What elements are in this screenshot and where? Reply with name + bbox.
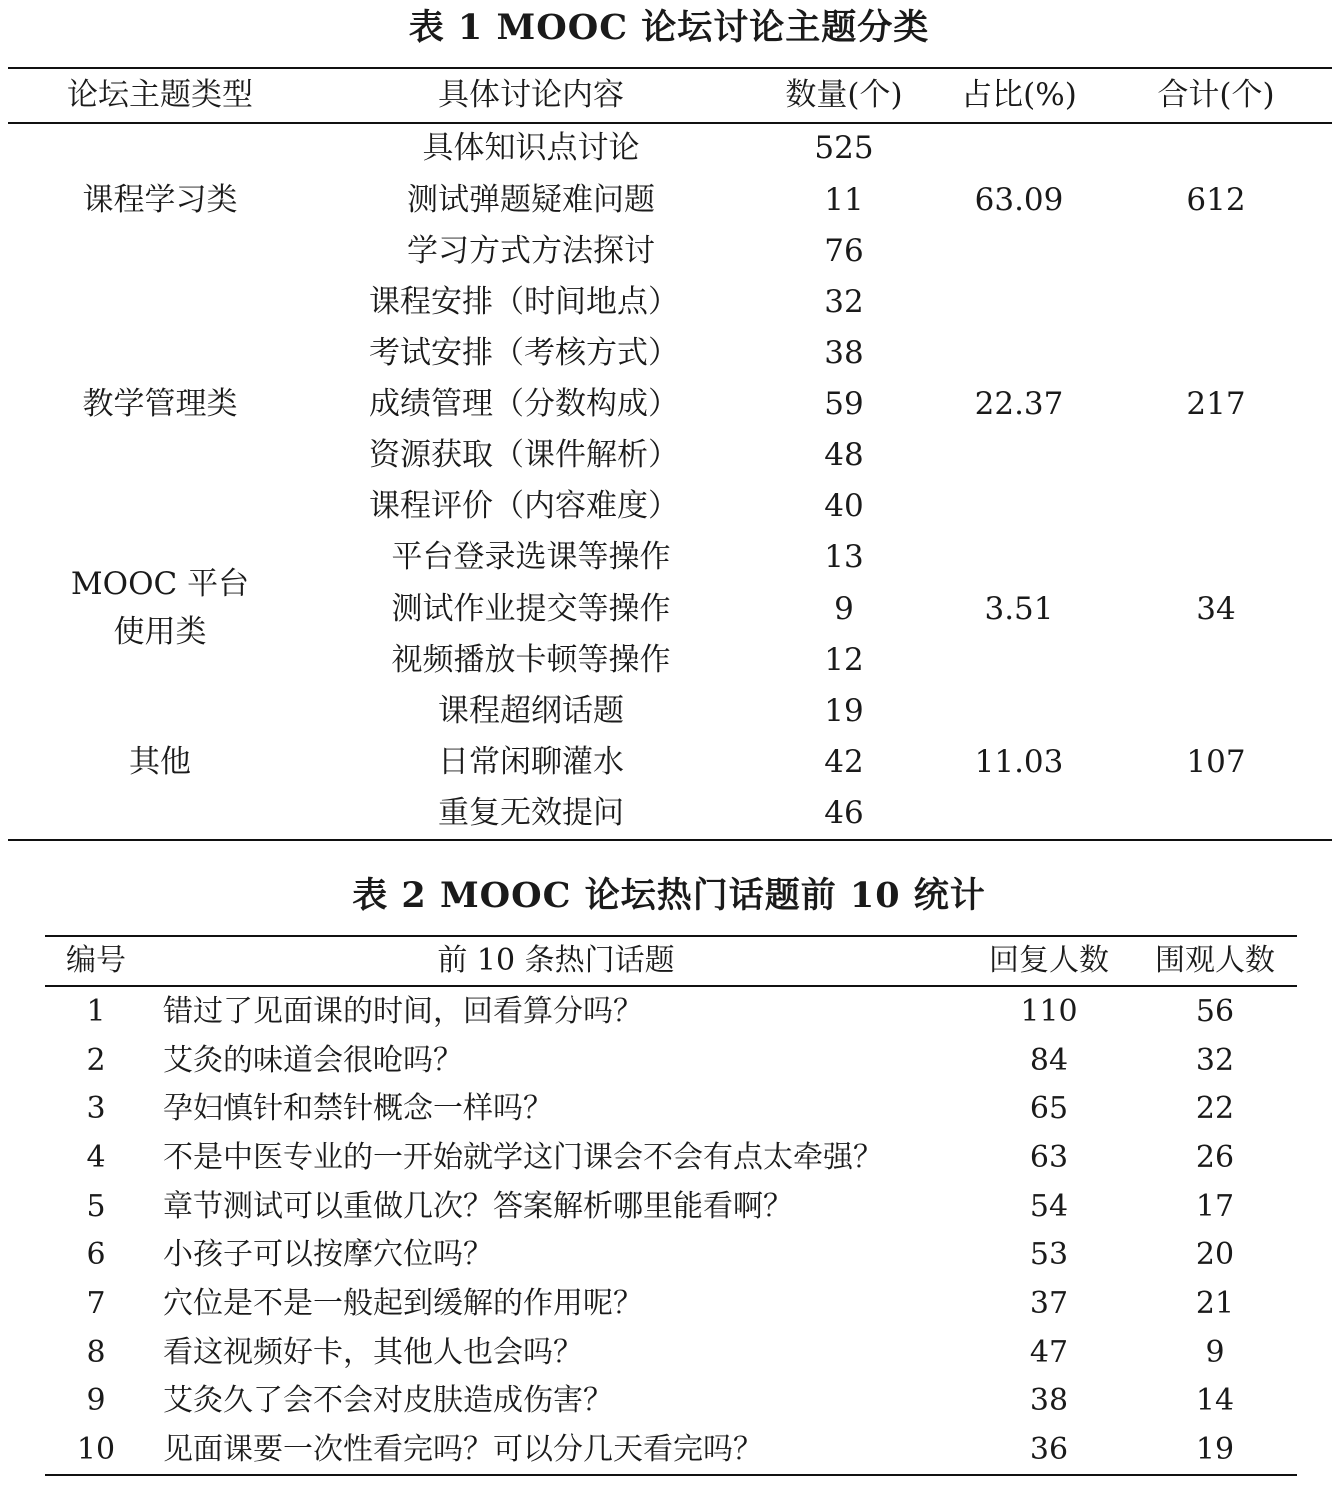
table1-item-content: 成绩管理（分数构成） <box>369 386 679 422</box>
table2-row-no: 3 <box>86 1091 106 1126</box>
table1-group-percent: 3.51 <box>984 591 1054 627</box>
table1-group-total: 34 <box>1196 591 1236 627</box>
table1-group-percent: 63.09 <box>974 182 1064 218</box>
table2-header-views: 围观人数 <box>1155 943 1275 978</box>
table1-header-type: 论坛主题类型 <box>67 77 253 113</box>
table2-row-replies: 110 <box>1020 994 1078 1029</box>
table1-item-count: 40 <box>824 488 864 524</box>
table1-item-content: 课程安排（时间地点） <box>369 284 679 320</box>
table1-item-content: 测试弹题疑难问题 <box>407 182 655 218</box>
table2-row-views: 32 <box>1195 1043 1235 1078</box>
table1-group-type: 教学管理类 <box>82 386 238 422</box>
table1-item-count: 9 <box>834 591 854 627</box>
table1-item-content: 具体知识点讨论 <box>422 130 640 166</box>
table2-row-replies: 65 <box>1029 1091 1069 1126</box>
table1-item-content: 资源获取（课件解析） <box>369 437 679 473</box>
table1-group-total: 217 <box>1186 386 1246 422</box>
table1-item-count: 19 <box>824 693 864 729</box>
table1-item-count: 32 <box>824 284 864 320</box>
table2-row-no: 8 <box>86 1335 106 1370</box>
table1-group-type <box>71 560 249 656</box>
table2-header-no: 编号 <box>66 943 126 978</box>
table1-item-content: 测试作业提交等操作 <box>391 591 671 627</box>
table1-header-content: 具体讨论内容 <box>438 77 624 113</box>
table2-row-no: 6 <box>86 1237 106 1272</box>
table2-row-no: 9 <box>86 1383 106 1418</box>
table2-row-views: 19 <box>1195 1432 1235 1467</box>
table1-item-count: 59 <box>824 386 864 422</box>
table2-row-topic: 艾灸久了会不会对皮肤造成伤害？ <box>163 1383 613 1418</box>
table1-item-content: 日常闲聊灌水 <box>438 744 624 780</box>
table2-row-no: 7 <box>86 1286 106 1321</box>
table2-row-topic: 错过了见面课的时间，回看算分吗？ <box>163 994 643 1029</box>
table2-row-topic: 穴位是不是一般起到缓解的作用呢？ <box>163 1286 643 1321</box>
table1-group-percent: 11.03 <box>974 744 1064 780</box>
table2-row-replies: 54 <box>1029 1189 1069 1224</box>
table1-header-percent: 占比(%) <box>961 77 1077 113</box>
table2-header-topic: 前 10 条热门话题 <box>437 943 675 978</box>
table2-header-replies: 回复人数 <box>989 943 1109 978</box>
table1-group-type: 其他 <box>129 744 191 780</box>
table2-row-no: 2 <box>86 1043 106 1078</box>
table2-top-rule <box>45 935 1297 937</box>
table1-top-rule <box>8 67 1332 69</box>
table2-row-topic: 看这视频好卡，其他人也会吗？ <box>163 1335 583 1370</box>
table2-row-views: 22 <box>1195 1091 1235 1126</box>
table2-row-views: 56 <box>1195 994 1235 1029</box>
table2-row-no: 1 <box>86 994 106 1029</box>
table1-caption: 表 1 MOOC 论坛讨论主题分类 <box>408 7 930 48</box>
table2-row-views: 17 <box>1195 1189 1235 1224</box>
table2-header-rule <box>45 985 1297 987</box>
table2-row-replies: 36 <box>1029 1432 1069 1467</box>
table1-group-type-line1: MOOC 平台 <box>70 566 250 602</box>
table2-row-topic: 章节测试可以重做几次？答案解析哪里能看啊？ <box>163 1189 793 1224</box>
table1-group-type: 课程学习类 <box>82 182 238 218</box>
table1-group-type-line2: 使用类 <box>113 614 207 650</box>
table1-item-content: 考试安排（考核方式） <box>369 335 679 371</box>
table1-item-content: 重复无效提问 <box>438 795 624 831</box>
table2-row-replies: 47 <box>1029 1335 1069 1370</box>
table2-row-replies: 38 <box>1029 1383 1069 1418</box>
table2-row-topic: 不是中医专业的一开始就学这门课会不会有点太牵强？ <box>163 1140 883 1175</box>
table1-item-content: 视频播放卡顿等操作 <box>391 642 671 678</box>
table2-row-replies: 53 <box>1029 1237 1069 1272</box>
table2-row-replies: 37 <box>1029 1286 1069 1321</box>
table2-row-topic: 孕妇慎针和禁针概念一样吗？ <box>163 1091 553 1126</box>
table1-header-total: 合计(个) <box>1157 77 1275 113</box>
table1-item-count: 42 <box>824 744 864 780</box>
table2-row-topic: 小孩子可以按摩穴位吗？ <box>163 1237 493 1272</box>
table1-item-content: 平台登录选课等操作 <box>391 539 671 575</box>
table2-row-no: 10 <box>76 1432 116 1467</box>
table1-item-count: 38 <box>824 335 864 371</box>
table1-header-count: 数量(个) <box>785 77 903 113</box>
table2-row-views: 20 <box>1195 1237 1235 1272</box>
table2-bottom-rule <box>45 1474 1297 1476</box>
table1-item-count: 11 <box>824 182 864 218</box>
table2-row-no: 4 <box>86 1140 106 1175</box>
table1-item-content: 课程评价（内容难度） <box>369 488 679 524</box>
table1-bottom-rule <box>8 839 1332 841</box>
table1-group-percent: 22.37 <box>974 386 1064 422</box>
table2-row-topic: 见面课要一次性看完吗？可以分几天看完吗？ <box>163 1432 763 1467</box>
table1-item-count: 76 <box>824 233 864 269</box>
table1-item-count: 13 <box>824 539 864 575</box>
table2-row-replies: 63 <box>1029 1140 1069 1175</box>
table1-item-content: 学习方式方法探讨 <box>407 233 655 269</box>
table2-row-no: 5 <box>86 1189 106 1224</box>
table2-row-replies: 84 <box>1029 1043 1069 1078</box>
table2-row-views: 9 <box>1205 1335 1225 1370</box>
table1-item-count: 525 <box>814 130 874 166</box>
table1-item-count: 48 <box>824 437 864 473</box>
table1-group-total: 107 <box>1186 744 1246 780</box>
table2-row-views: 26 <box>1195 1140 1235 1175</box>
table1-item-count: 46 <box>824 795 864 831</box>
table1-item-content: 课程超纲话题 <box>438 693 624 729</box>
table2-row-views: 14 <box>1195 1383 1235 1418</box>
table1-header-rule <box>8 122 1332 124</box>
table1-item-count: 12 <box>824 642 864 678</box>
table2-caption: 表 2 MOOC 论坛热门话题前 10 统计 <box>352 875 986 916</box>
table1-group-total: 612 <box>1186 182 1246 218</box>
table2-row-views: 21 <box>1195 1286 1235 1321</box>
table2-row-topic: 艾灸的味道会很呛吗？ <box>163 1043 463 1078</box>
